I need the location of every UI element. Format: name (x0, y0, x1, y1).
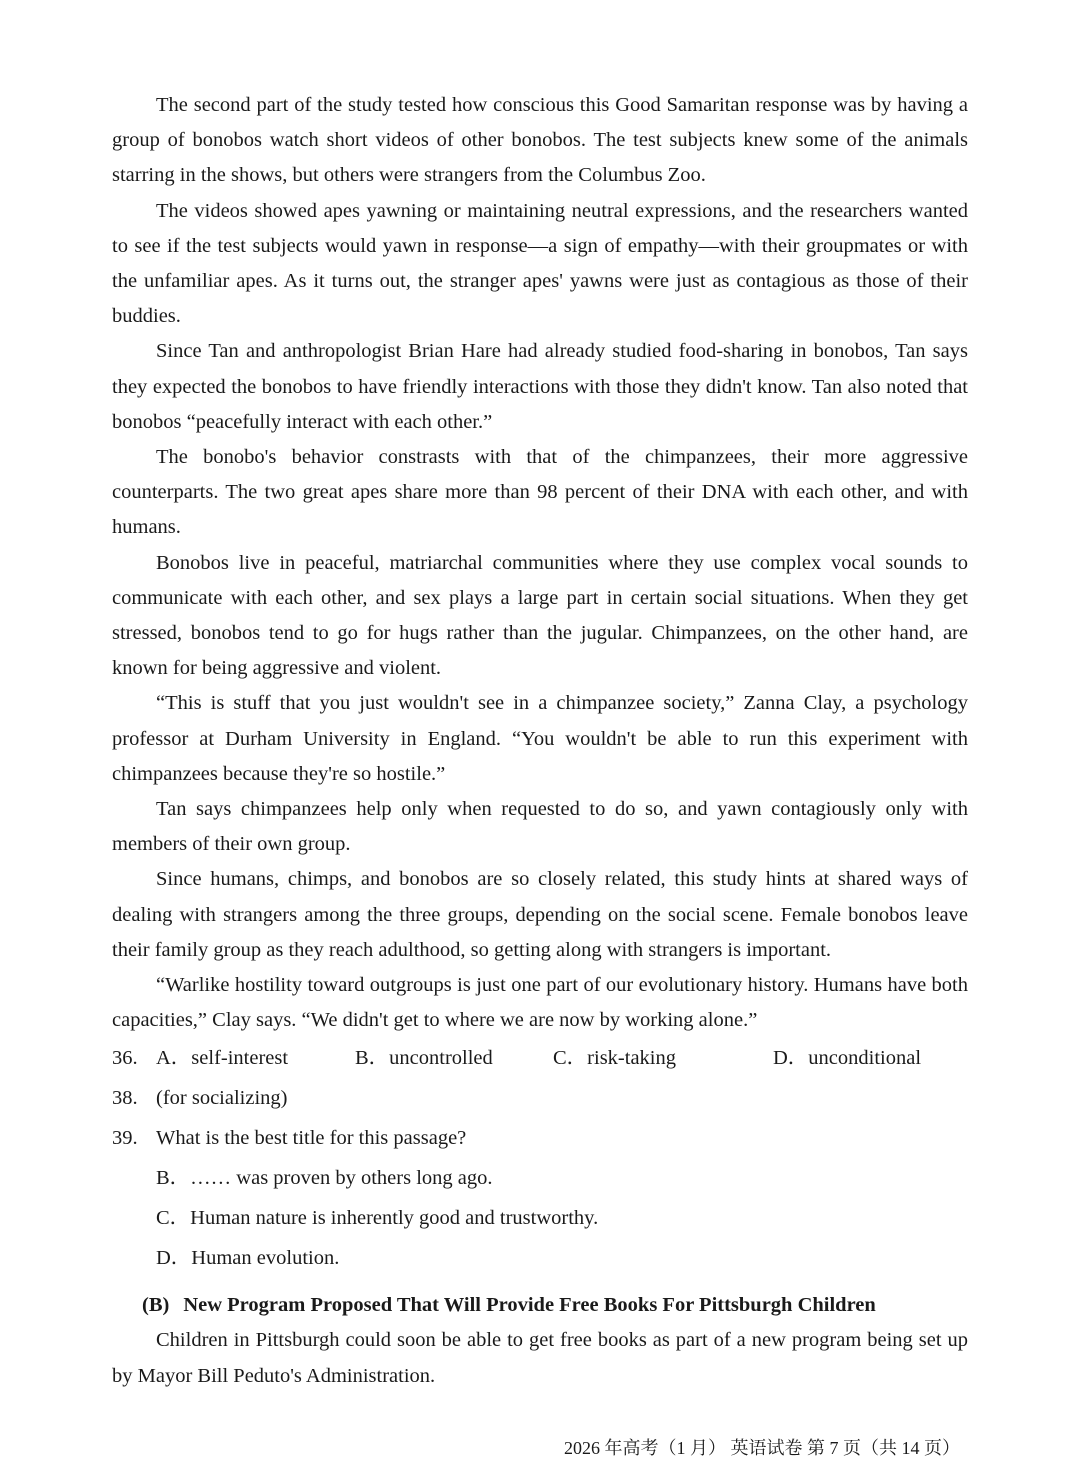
question-36-option-a: A．self-interest (156, 1047, 289, 1070)
section-b-label: (B) (142, 1294, 170, 1317)
question-38-number: 38. (112, 1087, 138, 1110)
passage-paragraph-2: The videos showed apes yawning or maintaining neutral expressions, and the researchers wanted to see if the test subjects would yawn in response—a sign of empathy—with their groupmates or with the unfamiliar apes. As it turns out, the stranger apes' yawns were just as contagious as those of their buddies. (112, 199, 968, 328)
question-36-options (112, 1038, 968, 1078)
exam-page (112, 88, 968, 1394)
question-36-option-d: D．unconditional (773, 1047, 922, 1070)
passage-paragraph-4: The bonobo's behavior constrasts with that of the chimpanzees, their more aggressive counterparts. The two great apes share more than 98 percent of their DNA with each other, and with humans. (112, 446, 968, 539)
section-b-title: New Program Proposed That Will Provide Free Books For Pittsburgh Children (183, 1294, 876, 1317)
section-b-paragraph: Children in Pittsburgh could soon be able to get free books as part of a new program being set up by Mayor Bill Peduto's Administration. (112, 1329, 968, 1387)
question-39-option-b: B．…… was proven by others long ago. (156, 1167, 493, 1190)
passage-paragraph-9: “Warlike hostility toward outgroups is just one part of our evolutionary history. Humans have both capacities,” Clay says. “We didn't get to where we are now by working alone.” (112, 974, 968, 1032)
question-39-text: What is the best title for this passage? (156, 1127, 467, 1150)
passage-paragraph-6: “This is stuff that you just wouldn't see in a chimpanzee society,” Zanna Clay, a psychology professor at Durham University in England. “You wouldn't be able to run this experiment with chimpanzees because they're so hostile.” (112, 692, 968, 785)
question-36-option-b: B．uncontrolled (355, 1047, 493, 1070)
passage-paragraph-8: Since humans, chimps, and bonobos are so closely related, this study hints at shared ways of dealing with strangers among the three groups, depending on the social scene. Female bonobos leave their family group as they reach adulthood, so getting along with strangers is important. (112, 868, 968, 961)
passage-paragraph-7: Tan says chimpanzees help only when requested to do so, and yawn contagiously only with members of their own group. (112, 798, 968, 856)
question-36-number: 36. (112, 1047, 138, 1070)
question-38-text: (for socializing) (156, 1087, 288, 1110)
question-39-option-c: C．Human nature is inherently good and trustworthy. (156, 1207, 599, 1230)
passage-paragraph-1: The second part of the study tested how conscious this Good Samaritan response was by having a group of bonobos watch short videos of other bonobos. The test subjects knew some of the animals starring in the shows, but others were strangers from the Columbus Zoo. (112, 94, 968, 187)
question-39-option-d: D．Human evolution. (156, 1247, 340, 1270)
question-39 (112, 1118, 968, 1158)
section-b-heading (142, 1288, 968, 1323)
question-36-option-c: C．risk-taking (553, 1047, 676, 1070)
passage-paragraph-3: Since Tan and anthropologist Brian Hare had already studied food-sharing in bonobos, Tan says they expected the bonobos to have friendly interactions with those they didn't know. Tan also noted that bonobos “peacefully interact with each other.” (112, 340, 968, 433)
page-footer: 2026 年高考（1 月） 英语试卷 第 7 页（共 14 页） (564, 1438, 960, 1458)
question-39-number: 39. (112, 1127, 138, 1150)
passage-paragraph-5: Bonobos live in peaceful, matriarchal communities where they use complex vocal sounds to communicate with each other, and sex plays a large part in certain social situations. When they get stressed, bonobos tend to go for hugs rather than the jugular. Chimpanzees, on the other hand, are known for being aggressive and violent. (112, 551, 968, 680)
question-38 (112, 1078, 968, 1118)
